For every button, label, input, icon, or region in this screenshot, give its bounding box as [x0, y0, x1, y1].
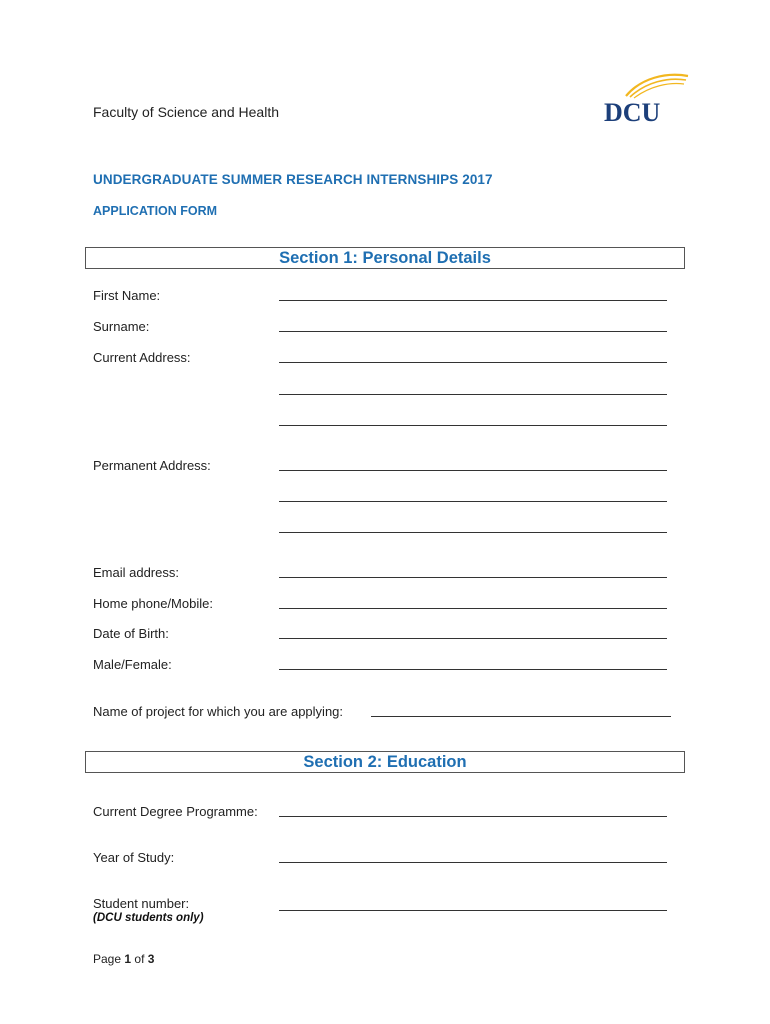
year-label: Year of Study:: [93, 850, 175, 865]
first-name-label: First Name:: [93, 288, 161, 303]
section-1-header: [85, 247, 685, 269]
year-field[interactable]: [279, 862, 667, 863]
page-current: 1: [124, 952, 132, 966]
email-field[interactable]: [279, 577, 667, 578]
current-address-field-3[interactable]: [279, 425, 667, 426]
faculty-name: Faculty of Science and Health: [93, 104, 279, 120]
page-prefix: Page: [93, 952, 122, 966]
project-field[interactable]: [371, 716, 671, 717]
current-address-label: Current Address:: [93, 350, 191, 365]
student-number-note: (DCU students only): [93, 912, 204, 924]
gender-field[interactable]: [279, 669, 667, 670]
phone-field[interactable]: [279, 608, 667, 609]
degree-label: Current Degree Programme:: [93, 804, 258, 819]
surname-field[interactable]: [279, 331, 667, 332]
first-name-field[interactable]: [279, 300, 667, 301]
dob-label: Date of Birth:: [93, 626, 169, 641]
student-number-field[interactable]: [279, 910, 667, 911]
student-number-label: Student number:: [93, 896, 190, 911]
section-1-title: Section 1: Personal Details: [279, 248, 491, 267]
page-of: of: [134, 952, 145, 966]
degree-field[interactable]: [279, 816, 667, 817]
gender-label: Male/Female:: [93, 657, 172, 672]
phone-label: Home phone/Mobile:: [93, 596, 213, 611]
current-address-field-2[interactable]: [279, 394, 667, 395]
form-title: UNDERGRADUATE SUMMER RESEARCH INTERNSHIPS 2017: [93, 172, 493, 187]
permanent-address-field-3[interactable]: [279, 532, 667, 533]
current-address-field-1[interactable]: [279, 362, 667, 363]
email-label: Email address:: [93, 565, 179, 580]
permanent-address-label: Permanent Address:: [93, 458, 211, 473]
dob-field[interactable]: [279, 638, 667, 639]
permanent-address-field-2[interactable]: [279, 501, 667, 502]
form-subtitle: APPLICATION FORM: [93, 204, 218, 218]
page-total: 3: [147, 952, 155, 966]
svg-text:DCU: DCU: [604, 98, 661, 126]
section-2-title: Section 2: Education: [303, 752, 467, 771]
permanent-address-field-1[interactable]: [279, 470, 667, 471]
project-label: Name of project for which you are applying:: [93, 704, 344, 719]
section-2-header: [85, 751, 685, 773]
dcu-logo: [596, 66, 692, 126]
surname-label: Surname:: [93, 319, 150, 334]
page-indicator: [93, 952, 154, 966]
